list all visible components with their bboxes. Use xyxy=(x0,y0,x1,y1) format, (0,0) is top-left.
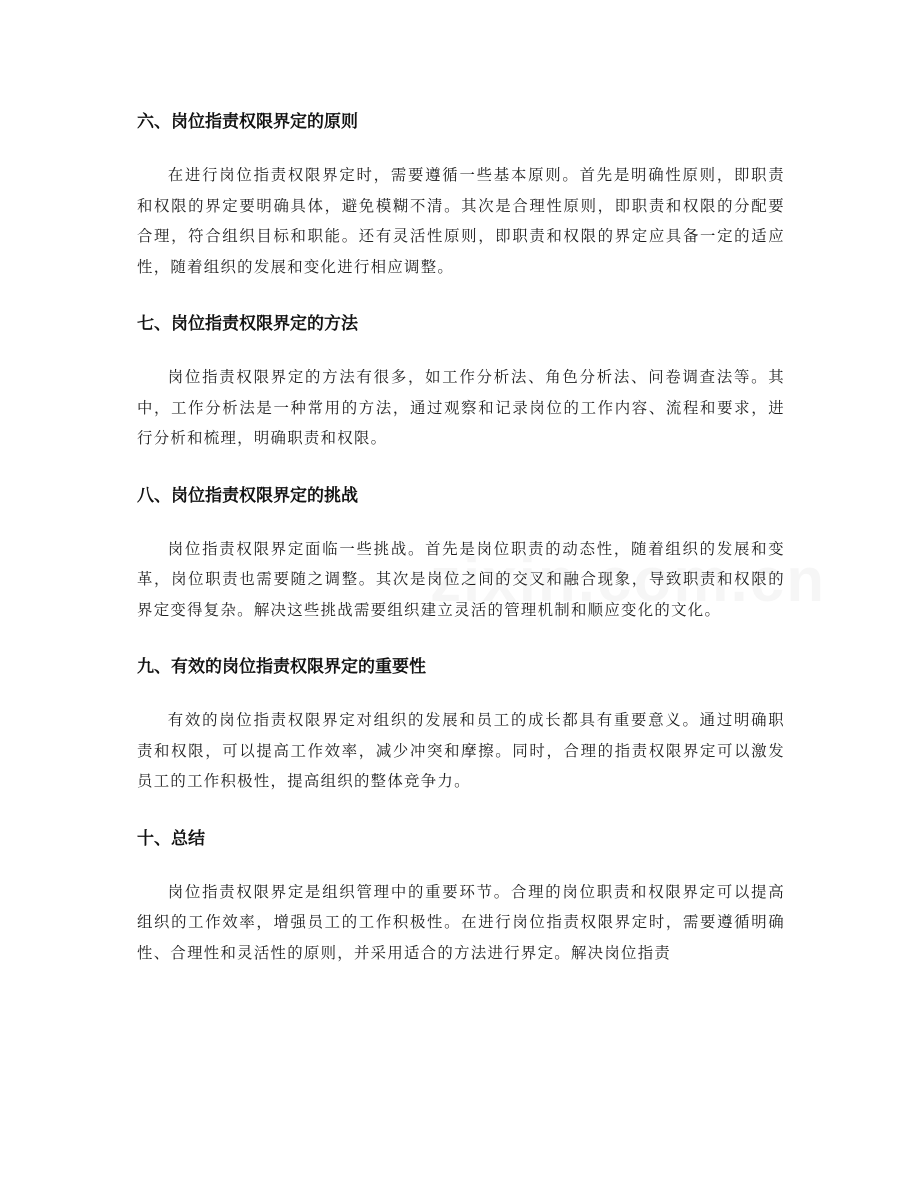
section-heading: 九、有效的岗位指责权限界定的重要性 xyxy=(137,657,426,677)
section-paragraph: 岗位指责权限界定面临一些挑战。首先是岗位职责的动态性，随着组织的发展和变革，岗位职责也需要随之调整。其次是岗位之间的交叉和融合现象，导致职责和权限的界定变得复杂。解决这些挑战需要组织建立灵活的管理机制和顺应变化的文化。 xyxy=(137,539,785,619)
section-heading: 七、岗位指责权限界定的方法 xyxy=(137,314,358,334)
section-heading: 八、岗位指责权限界定的挑战 xyxy=(137,485,358,506)
section-methods xyxy=(137,306,785,454)
section-summary xyxy=(137,821,785,969)
section-paragraph: 有效的岗位指责权限界定对组织的发展和员工的成长都具有重要意义。通过明确职责和权限，可以提高工作效率，减少冲突和摩擦。同时，合理的指责权限界定可以激发员工的工作积极性，提高组织的整体竞争力。 xyxy=(137,711,785,790)
section-paragraph: 在进行岗位指责权限界定时，需要遵循一些基本原则。首先是明确性原则，即职责和权限的界定要明确具体，避免模糊不清。其次是合理性原则，即职责和权限的分配要合理，符合组织目标和职能。还有灵活性原则，即职责和权限的界定应具备一定的适应性，随着组织的发展和变化进行相应调整。 xyxy=(137,166,785,276)
section-importance xyxy=(137,649,785,797)
section-paragraph: 岗位指责权限界定的方法有很多，如工作分析法、角色分析法、问卷调查法等。其中，工作分析法是一种常用的方法，通过观察和记录岗位的工作内容、流程和要求，进行分析和梳理，明确职责和权限。 xyxy=(137,368,785,447)
section-heading: 六、岗位指责权限界定的原则 xyxy=(137,112,358,132)
document-body xyxy=(137,104,785,992)
section-challenges xyxy=(137,478,785,626)
section-paragraph: 岗位指责权限界定是组织管理中的重要环节。合理的岗位职责和权限界定可以提高组织的工作效率，增强员工的工作积极性。在进行岗位指责权限界定时，需要遵循明确性、合理性和灵活性的原则，并采用适合的方法进行界定。解决岗位指责 xyxy=(137,882,785,962)
section-heading: 十、总结 xyxy=(137,828,205,849)
section-principles xyxy=(137,104,785,282)
